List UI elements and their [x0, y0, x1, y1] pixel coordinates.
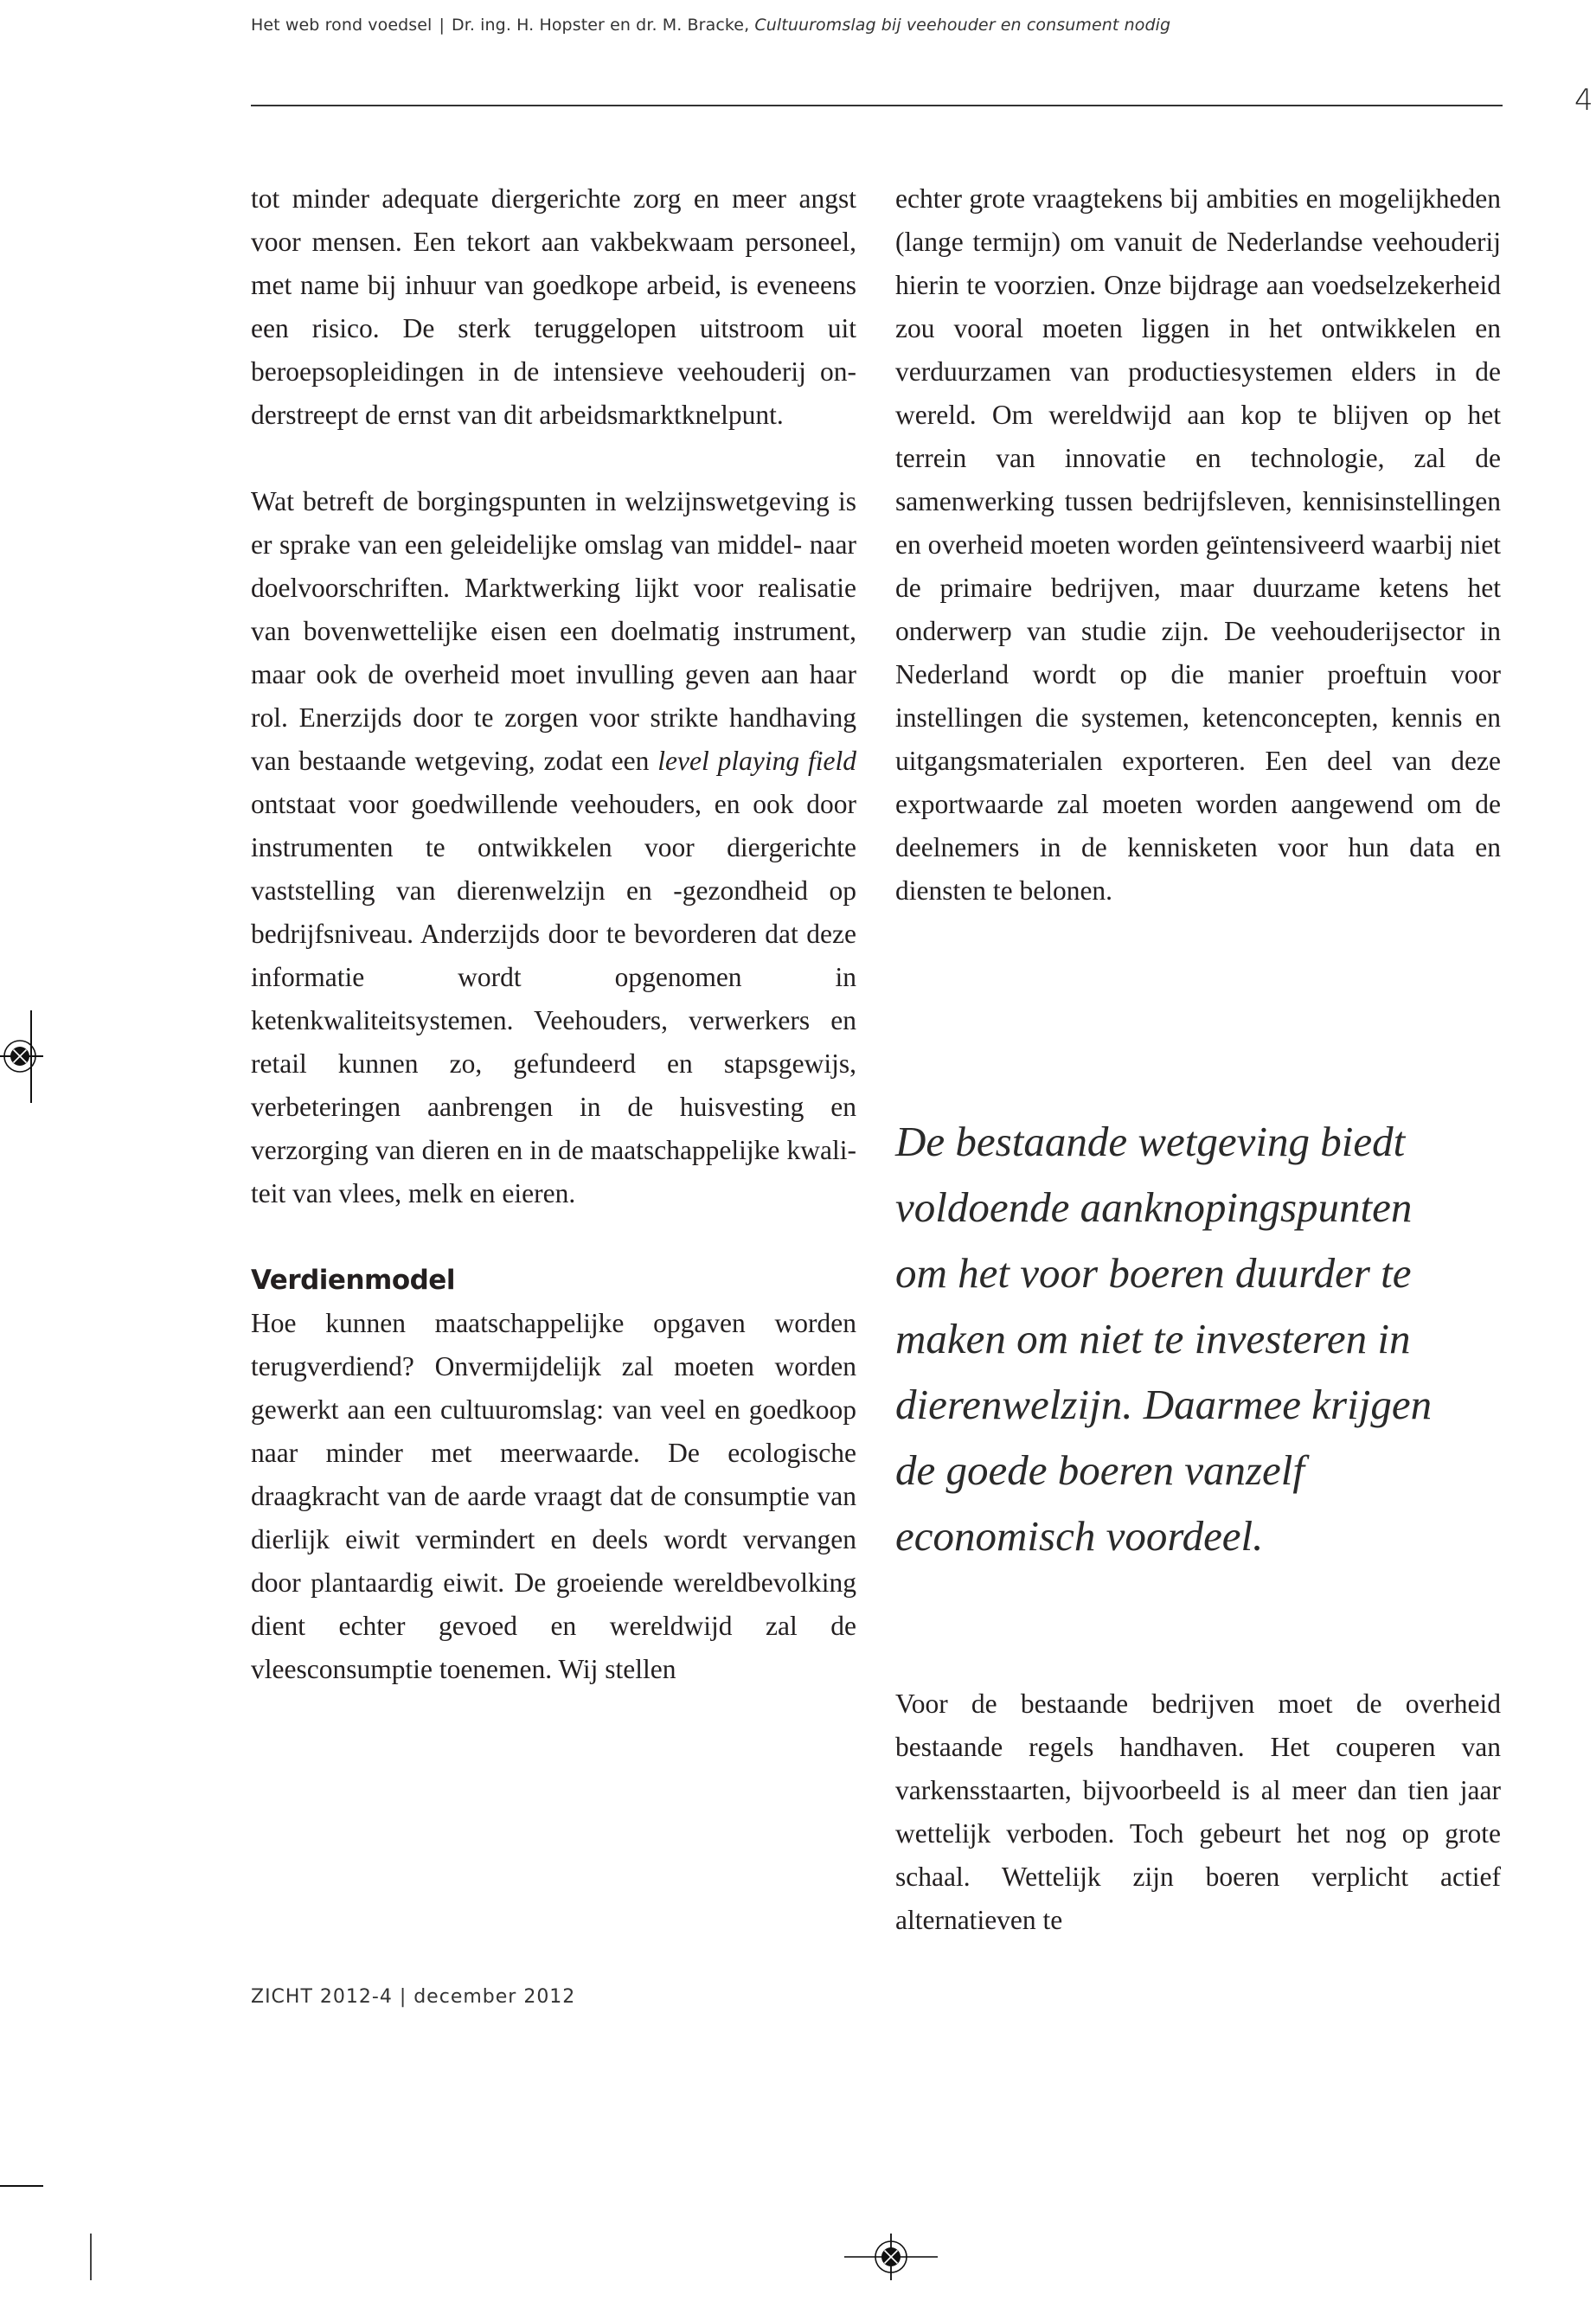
right-paragraph-1: echter grote vraagtekens bij ambities en mogelijkheden (lange termijn) om vanuit de Nederlandse veehouderij hierin te voorzien. Onze bijdrage aan voedselzekerheid zou vooral moeten liggen in het ontwikkelen en verduurzamen van productiesystemen elders in de wereld. Om wereldwijd aan kop te blijven op het terrein van innovatie en technologie, zal de samenwerking tussen bedrijfsleven, kennisinstellingen en overheid moeten worden geïntensiveerd waarbij niet de primaire bedrijven, maar duurzame ketens het onderwerp van studie zijn. De veehouderijsector in Nederland wordt op die manier proeftuin voor instellingen die systemen, ketenconcepten, kennis en uitgangsmaterialen exporteren. Een deel van deze exportwaarde zal moeten worden aangewend om de deelnemers in de kennisketen voor hun data en diensten te belonen.	[895, 183, 1501, 906]
left-paragraph-2-text-a: Wat betreft de borgingspunten in welzijnswetgeving is er sprake van een geleidelijke omslag van middel- naar doelvoorschriften. Marktwerking lijkt voor realisatie van bovenwettelijke eisen een doelmatig instrument, maar ook de overheid moet invulling geven aan haar rol. Enerzijds door te zorgen voor strikte handhaving van bestaande wetgeving, zodat een	[251, 486, 856, 776]
registration-mark-icon	[874, 2240, 908, 2274]
left-column	[251, 177, 856, 1691]
header-article-title: Cultuuromslag bij veehouder en consument nodig	[754, 16, 1171, 35]
pull-quote-line: De bestaande wetgeving biedt	[895, 1118, 1406, 1165]
section-heading-verdienmodel: Verdienmodel	[251, 1265, 455, 1296]
paragraph-spacer	[251, 1215, 856, 1259]
right-column	[895, 177, 1501, 913]
pull-quote-line: de goede boeren vanzelf	[895, 1446, 1305, 1494]
left-paragraph-2	[251, 480, 856, 1215]
pull-quote-line: voldoende aanknopingspunten	[895, 1183, 1413, 1231]
header-authors: Dr. ing. H. Hopster en dr. M. Bracke,	[451, 16, 750, 35]
header-section: Het web rond voedsel	[251, 16, 433, 35]
page-number: 4	[1574, 83, 1593, 118]
crop-mark-line	[0, 2185, 43, 2187]
left-paragraph-1: tot minder adequate diergerichte zorg en meer angst voor mensen. Een tekort aan vakbekwaam personeel, met name bij inhuur van goedkope arbeid, is eveneens een risico. De sterk teruggelopen uitstroom uit beroepsopleidingen in de intensieve veehouderij onderstreept de ernst van dit arbeidsmarktknelpunt.	[251, 183, 856, 430]
pull-quote-line: dierenwelzijn. Daarmee krijgen	[895, 1381, 1433, 1428]
header-rule	[251, 105, 1503, 106]
header-separator: |	[439, 16, 445, 35]
level-playing-field-emphasis: level playing field	[657, 746, 856, 776]
right-column-lower	[895, 1682, 1501, 1942]
pull-quote-line: economisch voordeel.	[895, 1512, 1264, 1560]
paragraph-spacer	[251, 437, 856, 480]
page-footer: ZICHT 2012-4 | december 2012	[251, 1986, 576, 2008]
left-paragraph-3: Hoe kunnen maatschappelijke opgaven worden terugverdiend? Onvermijdelijk zal moeten worden gewerkt aan een cultuuromslag: van veel en goedkoop naar minder met meerwaarde. De ecologische draagkracht van de aarde vraagt dat de consumptie van dierlijk eiwit vermindert en deels wordt vervangen door plantaardig eiwit. De groeiende wereldbevolking dient echter gevoed en wereldwijd zal de vleesconsumptie toenemen. Wij stellen	[251, 1308, 856, 1684]
pull-quote-line: om het voor boeren duurder te	[895, 1249, 1412, 1297]
left-paragraph-2-text-b: ontstaat voor goedwillende veehouders, en ook door instrumenten te ontwikkelen voor diergerichte vaststelling van dierenwelzijn en -gezondheid op bedrijfsniveau. Anderzijds door te bevorderen dat deze informatie wordt opgenomen in ketenkwaliteitsystemen. Veehouders, verwerkers en retail kunnen zo, gefundeerd en stapsgewijs, verbeteringen aanbrengen in de huisvesting en verzorging van dieren en in de maatschappelijke kwaliteit van vlees, melk en eieren.	[251, 789, 856, 1208]
running-header	[251, 16, 1170, 35]
pull-quote	[895, 1109, 1518, 1569]
pull-quote-line: maken om niet te investeren in	[895, 1315, 1411, 1362]
crop-mark-line	[90, 2234, 92, 2280]
registration-mark-icon	[3, 1039, 37, 1074]
right-paragraph-2: Voor de bestaande bedrijven moet de overheid bestaande regels handhaven. Het couperen van varkensstaarten, bijvoorbeeld is al meer dan tien jaar wettelijk verboden. Toch gebeurt het nog op grote schaal. Wettelijk zijn boeren verplicht actief alternatieven te	[895, 1689, 1501, 1935]
